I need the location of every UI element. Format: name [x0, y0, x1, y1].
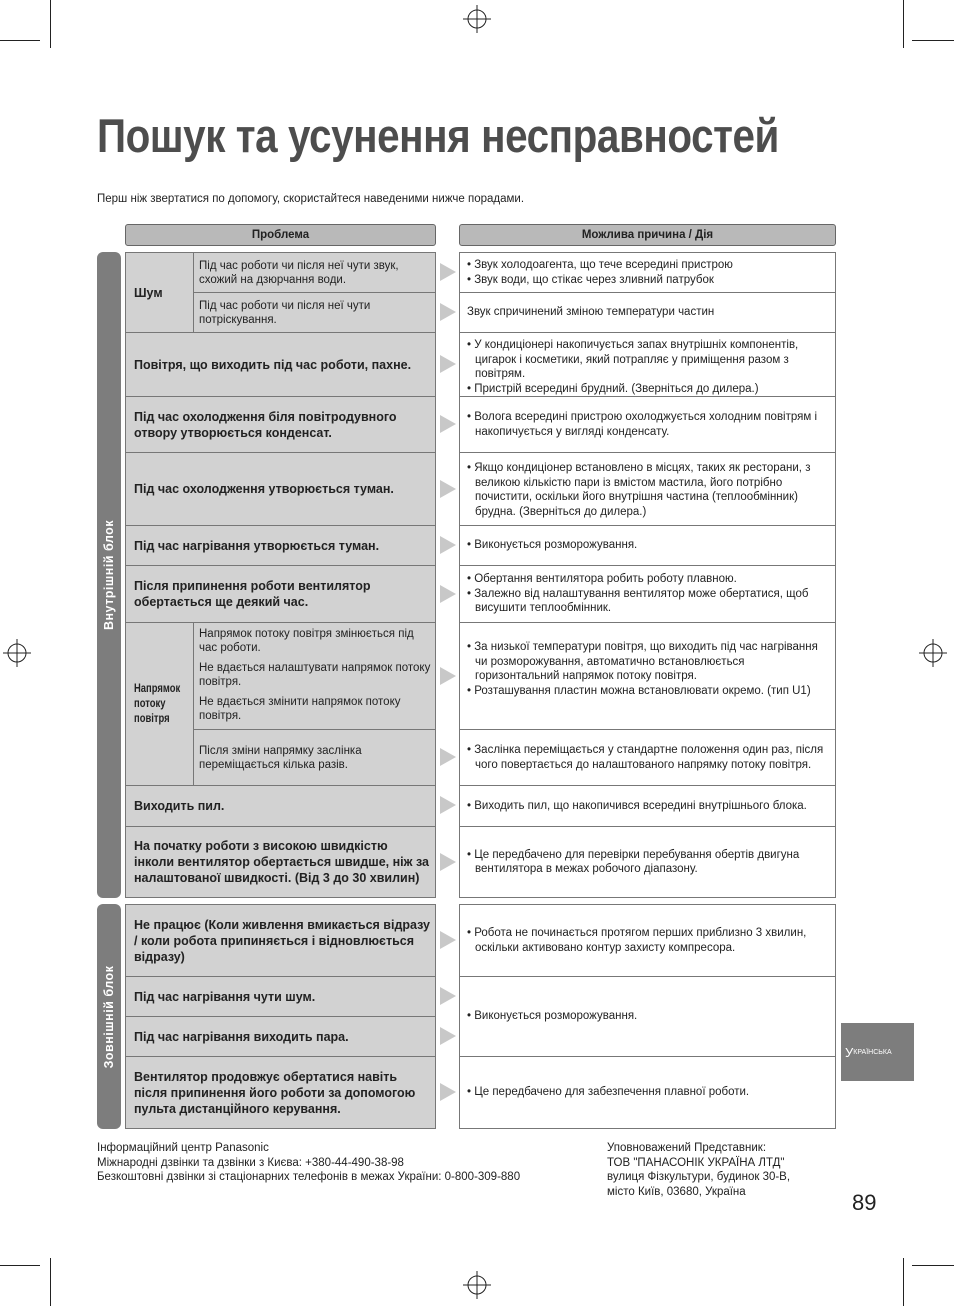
problem-heat-noise: Під час нагрівання чути шум.	[125, 976, 436, 1017]
arrow-icon	[440, 480, 456, 498]
cause-item: • Виходить пил, що накопичився всередині внутрішнього блока.	[467, 799, 807, 812]
crop-mark	[50, 1258, 51, 1306]
problem-fan-speed: На початку роботи з високою швидкістю інколи вентилятор обертається швидше, ніж за налаштованої швидкості. (Від 3 до 30 хвилин)	[125, 826, 436, 898]
problem-noise-gurgling: Під час роботи чи після неї чути звук, схожий на дзюрчання води.	[193, 252, 436, 293]
arrow-icon	[440, 853, 456, 871]
problem-smell: Повітря, що виходить під час роботи, пахне.	[125, 332, 436, 397]
cause-airflow-sub2	[459, 729, 836, 786]
problem-noise: Шум	[125, 252, 194, 333]
arrow-icon	[440, 263, 456, 281]
cause-item: • За низької температури повітря, що виходить під час нагрівання чи розморожування, автоматично встановлюється горизонтальний напрямок потоку повітря.	[467, 641, 818, 682]
cause-item: • Волога всередині пристрою охолоджується холодним повітрям і накопичується у вигляді конденсату.	[467, 411, 818, 438]
cause-condensate	[459, 396, 836, 453]
problem-airflow-direction	[125, 622, 194, 786]
crop-mark	[912, 1265, 954, 1266]
indoor-unit-label: Внутрішній блок	[102, 519, 116, 631]
arrow-icon	[440, 355, 456, 373]
airflow-item: Напрямок потоку повітря змінюється під час роботи.	[199, 628, 414, 654]
cause-item: • Якщо кондиціонер встановлено в місцях, таких як ресторани, з великою кількістю пари із вмістом мастила, його потрібно почистити, оскільки його внутрішня частина (теплообмінник) брудна. (Зверніться до дилера.)	[467, 462, 811, 518]
registration-mark-icon	[463, 1271, 491, 1299]
crop-mark	[912, 40, 954, 41]
problem-condensate: Під час охолодження біля повітродувного отвору утворюється конденсат.	[125, 396, 436, 453]
registration-mark-icon	[3, 639, 31, 667]
cause-smell	[459, 332, 836, 397]
footer-line: Міжнародні дзвінки та дзвінки з Києва: +380-44-490-38-98	[97, 1156, 404, 1169]
cause-noise-gurgling	[459, 252, 836, 293]
cause-not-working	[459, 904, 836, 977]
intro-text: Перш ніж звертатися по допомогу, скористайтеся наведеними нижче порадами.	[97, 193, 525, 205]
cause-airflow-sub1	[459, 622, 836, 730]
cause-item: • Залежно від налаштування вентилятор може обертатися, щоб висушити теплообмінник.	[467, 587, 809, 615]
footer-line: місто Київ, 03680, Україна	[607, 1185, 746, 1198]
cause-dust	[459, 785, 836, 827]
footer-line: Інформаційний центр Panasonic	[97, 1142, 269, 1154]
cause-item: • Звук води, що стікає через зливний патрубок	[467, 273, 714, 286]
problem-noise-crackling: Під час роботи чи після неї чути потріскування.	[193, 292, 436, 333]
arrow-icon	[440, 667, 456, 685]
indoor-unit-section	[97, 252, 121, 898]
arrow-icon	[440, 536, 456, 554]
arrow-icon	[440, 748, 456, 766]
crop-mark	[0, 1265, 40, 1266]
airflow-item: Не вдається змінити напрямок потоку повітря.	[199, 696, 401, 722]
arrow-icon	[440, 1083, 456, 1101]
arrow-icon	[440, 796, 456, 814]
arrow-icon	[440, 987, 456, 1005]
cause-item: • Обертання вентилятора робить роботу плавною.	[467, 573, 737, 586]
problem-airflow-sub1	[193, 622, 436, 730]
footer-line: Уповноважений Представник:	[607, 1142, 767, 1154]
arrow-icon	[440, 931, 456, 949]
cause-item: • Робота не починається протягом перших приблизно 3 хвилин, оскільки активовано контур захисту компресора.	[467, 927, 807, 954]
crop-mark	[903, 1258, 904, 1306]
registration-mark-icon	[463, 5, 491, 33]
cause-heat-defrost	[459, 976, 836, 1057]
registration-mark-icon	[919, 639, 947, 667]
cause-item: • Звук холодоагента, що тече всередині пристрою	[467, 259, 733, 271]
cause-item: • Виконується розморожування.	[467, 539, 638, 552]
arrow-icon	[440, 415, 456, 433]
problem-fog-cooling: Під час охолодження утворюється туман.	[125, 452, 436, 526]
cause-item: • Розташування пластин можна встановлювати окремо. (тип U1)	[467, 684, 811, 697]
cause-fog-cooling	[459, 452, 836, 526]
crop-mark	[0, 40, 40, 41]
cause-column-header: Можлива причина / Дія	[459, 224, 836, 246]
outdoor-unit-section	[97, 904, 121, 1129]
cause-noise-crackling: Звук спричинений зміною температури частин	[459, 292, 836, 333]
language-tab	[841, 1023, 914, 1081]
problem-heat-steam: Під час нагрівання виходить пара.	[125, 1016, 436, 1057]
problem-fan-continues: Вентилятор продовжує обертатися навіть після припинення його роботи за допомогою пульта дистанційного керування.	[125, 1056, 436, 1129]
page-title: Пошук та усунення несправностей	[97, 109, 779, 162]
arrow-icon	[440, 303, 456, 321]
cause-item: • У кондиціонері накопичується запах внутрішніх компонентів, цигарок і косметики, який потрапляє у приміщення разом з повітрям.	[467, 339, 799, 380]
page-number: 89	[852, 1190, 877, 1215]
footer-line: вулиця Фізкультури, будинок 30-В,	[607, 1171, 791, 1183]
problem-fan-after-stop: Після припинення роботи вентилятор обертається ще деякий час.	[125, 565, 436, 623]
problem-fog-heating: Під час нагрівання утворюється туман.	[125, 525, 436, 566]
problem-dust: Виходить пил.	[125, 785, 436, 827]
cause-fan-continues	[459, 1056, 836, 1129]
cause-item: • Це передбачено для перевірки перебування обертів двигуна вентилятора в межах робочого діапазону.	[467, 848, 800, 875]
crop-mark	[50, 0, 51, 48]
cause-item: • Пристрій всередині брудний. (Зверніться до дилера.)	[467, 382, 759, 395]
problem-airflow-sub2: Після зміни напрямку заслінка переміщається кілька разів.	[193, 729, 436, 786]
problem-column-header: Проблема	[125, 224, 436, 246]
outdoor-unit-label: Зовнішній блок	[102, 965, 116, 1068]
cause-item: • Виконується розморожування.	[467, 1010, 638, 1023]
arrow-icon	[440, 1027, 456, 1045]
cause-item: • Заслінка переміщається у стандартне положення один раз, після чого повертається до налаштованого напрямку потоку повітря.	[467, 744, 824, 771]
footer-representative	[607, 1141, 847, 1199]
cause-fan-speed	[459, 826, 836, 898]
problem-not-working: Не працює (Коли живлення вмикається відразу / коли робота припиняється і відновлюється відразу)	[125, 904, 436, 977]
cause-fog-heating	[459, 525, 836, 566]
crop-mark	[903, 0, 904, 48]
airflow-item: Не вдається налаштувати напрямок потоку повітря.	[199, 662, 431, 688]
footer-contact-info	[97, 1141, 587, 1185]
airflow-label: Напрямок потоку повітря	[134, 682, 181, 725]
language-tab-rest: КРАЇНСЬКА	[853, 1048, 892, 1056]
footer-line: Безкоштовні дзвінки зі стаціонарних телефонів в межах України: 0-800-309-880	[97, 1171, 521, 1183]
arrow-icon	[440, 585, 456, 603]
cause-fan-after-stop	[459, 565, 836, 623]
language-tab-initial: У	[845, 1044, 854, 1060]
cause-item: • Це передбачено для забезпечення плавної роботи.	[467, 1086, 750, 1099]
footer-line: ТОВ "ПАНАСОНІК УКРАЇНА ЛТД"	[607, 1156, 785, 1169]
